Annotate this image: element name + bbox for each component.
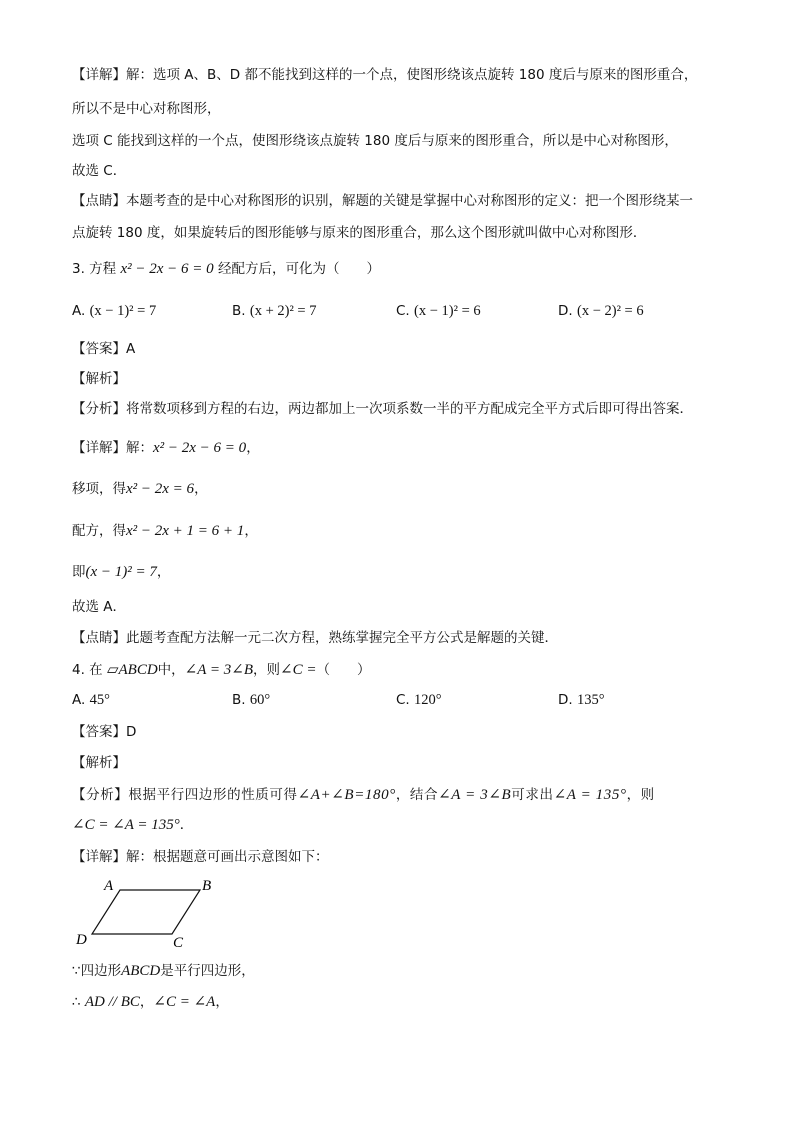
equation: ∠C = ∠A = 135°: [72, 817, 180, 833]
equation: (x − 1)² = 7: [85, 564, 157, 580]
question-text: （ ）: [316, 662, 371, 678]
answer-label: 【答案】D: [72, 724, 137, 740]
option-a: [72, 301, 156, 321]
remark-text-line: 点旋转 180 度，如果旋转后的图形能够与原来的图形重合，那么这个图形就叫做中心对称图形．: [72, 225, 647, 241]
equation: ∠A+∠B=180°: [297, 787, 396, 803]
option-expression: 135°: [576, 692, 605, 708]
equation: AD // BC: [84, 994, 140, 1010]
question-text: ，则: [253, 662, 280, 678]
punctuation: ，: [244, 523, 258, 539]
analysis-fragment: ，则: [626, 787, 655, 803]
conclusion-text: 故选 A．: [72, 599, 127, 615]
analysis-fragment: 【分析】根据平行四边形的性质可得: [72, 787, 298, 803]
because-text: 四边形: [80, 963, 122, 979]
equation: ∠A = 135°: [553, 787, 627, 803]
option-letter: A.: [72, 303, 86, 319]
punctuation: ，: [215, 994, 229, 1010]
step-line: [72, 521, 258, 541]
detail-text-line: 所以不是中心对称图形，: [72, 101, 221, 117]
vertex-label-c: C: [173, 935, 184, 948]
because-text: 是平行四边形，: [160, 963, 255, 979]
question-4-stem: [72, 660, 370, 680]
parallelogram-shape: [92, 890, 200, 934]
option-letter: A.: [72, 692, 86, 708]
remark-text-line: 【点睛】本题考查的是中心对称图形的识别，解题的关键是掌握中心对称图形的定义：把一个图形绕某一: [72, 193, 693, 209]
option-c: [396, 301, 481, 321]
therefore-line: [72, 992, 229, 1012]
step-text: 配方，得: [72, 523, 126, 539]
analysis-text: 【分析】将常数项移到方程的右边，两边都加上一次项系数一半的平方配成完全平方式后即可得出答案．: [72, 401, 693, 417]
analysis-fragment: 可求出: [511, 787, 554, 803]
analysis-fragment: ，结合: [395, 787, 439, 803]
option-a: [72, 690, 110, 710]
vertex-label-d: D: [76, 932, 87, 948]
because-symbol: ∵: [72, 963, 81, 979]
step-text: 移项，得: [72, 481, 126, 497]
equation: x² − 2x + 1 = 6 + 1: [126, 523, 245, 539]
equation: x² − 2x − 6 = 0: [120, 261, 214, 277]
question-3-stem: [72, 259, 380, 279]
option-b: [232, 301, 316, 321]
option-letter: B.: [232, 303, 246, 319]
analysis-label: 【解析】: [72, 755, 126, 771]
analysis-text-cont: [72, 815, 193, 835]
step-text: 即: [72, 564, 86, 580]
option-expression: (x − 1)² = 7: [89, 303, 157, 319]
option-c: [396, 690, 442, 710]
punctuation: ，: [246, 440, 260, 456]
detail-text-line: 【详解】解：选项 A、B、D 都不能找到这样的一个点，使图形绕该点旋转 180 度后与原来的图形重合，: [72, 67, 698, 83]
because-line: [72, 961, 255, 981]
equation: ∠C = ∠A: [153, 994, 216, 1010]
remark-text: 【点睛】此题考查配方法解一元二次方程，熟练掌握完全平方公式是解题的关键．: [72, 630, 558, 646]
option-letter: D.: [558, 692, 573, 708]
step-line: [72, 562, 170, 582]
option-expression: 60°: [249, 692, 271, 708]
target: ∠C =: [280, 662, 317, 678]
question-number: 4. 在: [72, 662, 103, 678]
parallelogram-diagram: [72, 874, 222, 948]
punctuation: ，: [139, 994, 154, 1010]
option-d: [558, 301, 644, 321]
vertex-label-a: A: [104, 878, 114, 894]
question-text: 经配方后，可化为（ ）: [217, 261, 380, 277]
option-letter: C.: [396, 692, 410, 708]
analysis-text: [72, 785, 655, 805]
detail-text: 【详解】解：根据题意可画出示意图如下：: [72, 849, 329, 865]
shape-name: ▱ABCD: [106, 662, 158, 678]
option-expression: (x − 2)² = 6: [576, 303, 644, 319]
detail-label: 【详解】解：: [72, 440, 153, 456]
option-expression: 120°: [414, 692, 442, 708]
therefore-symbol: ∴: [72, 994, 81, 1010]
answer-label: 【答案】A: [72, 341, 136, 357]
option-letter: B.: [232, 692, 246, 708]
option-letter: D.: [558, 303, 573, 319]
vertex-label-b: B: [202, 878, 212, 894]
equation: x² − 2x − 6 = 0: [153, 440, 247, 456]
punctuation: ，: [156, 564, 171, 580]
detail-line: [72, 438, 260, 458]
question-number: 3. 方程: [72, 261, 117, 277]
equation: x² − 2x = 6: [126, 481, 195, 497]
detail-text-line: 选项 C 能找到这样的一个点，使图形绕该点旋转 180 度后与原来的图形重合，所以是中心对称图形，: [72, 133, 678, 149]
detail-text-line: 故选 C．: [72, 163, 127, 179]
shape-name: ABCD: [121, 963, 161, 979]
option-d: [558, 690, 605, 710]
condition: ∠A = 3∠B: [184, 662, 253, 678]
punctuation: ．: [179, 817, 194, 833]
equation: ∠A = 3∠B: [438, 787, 512, 803]
option-b: [232, 690, 270, 710]
step-line: [72, 479, 208, 499]
option-expression: 45°: [89, 692, 110, 708]
option-letter: C.: [396, 303, 410, 319]
analysis-label: 【解析】: [72, 371, 126, 387]
option-expression: (x + 2)² = 7: [249, 303, 317, 319]
punctuation: ，: [194, 481, 208, 497]
question-text: 中，: [157, 662, 185, 678]
option-expression: (x − 1)² = 6: [414, 303, 481, 319]
